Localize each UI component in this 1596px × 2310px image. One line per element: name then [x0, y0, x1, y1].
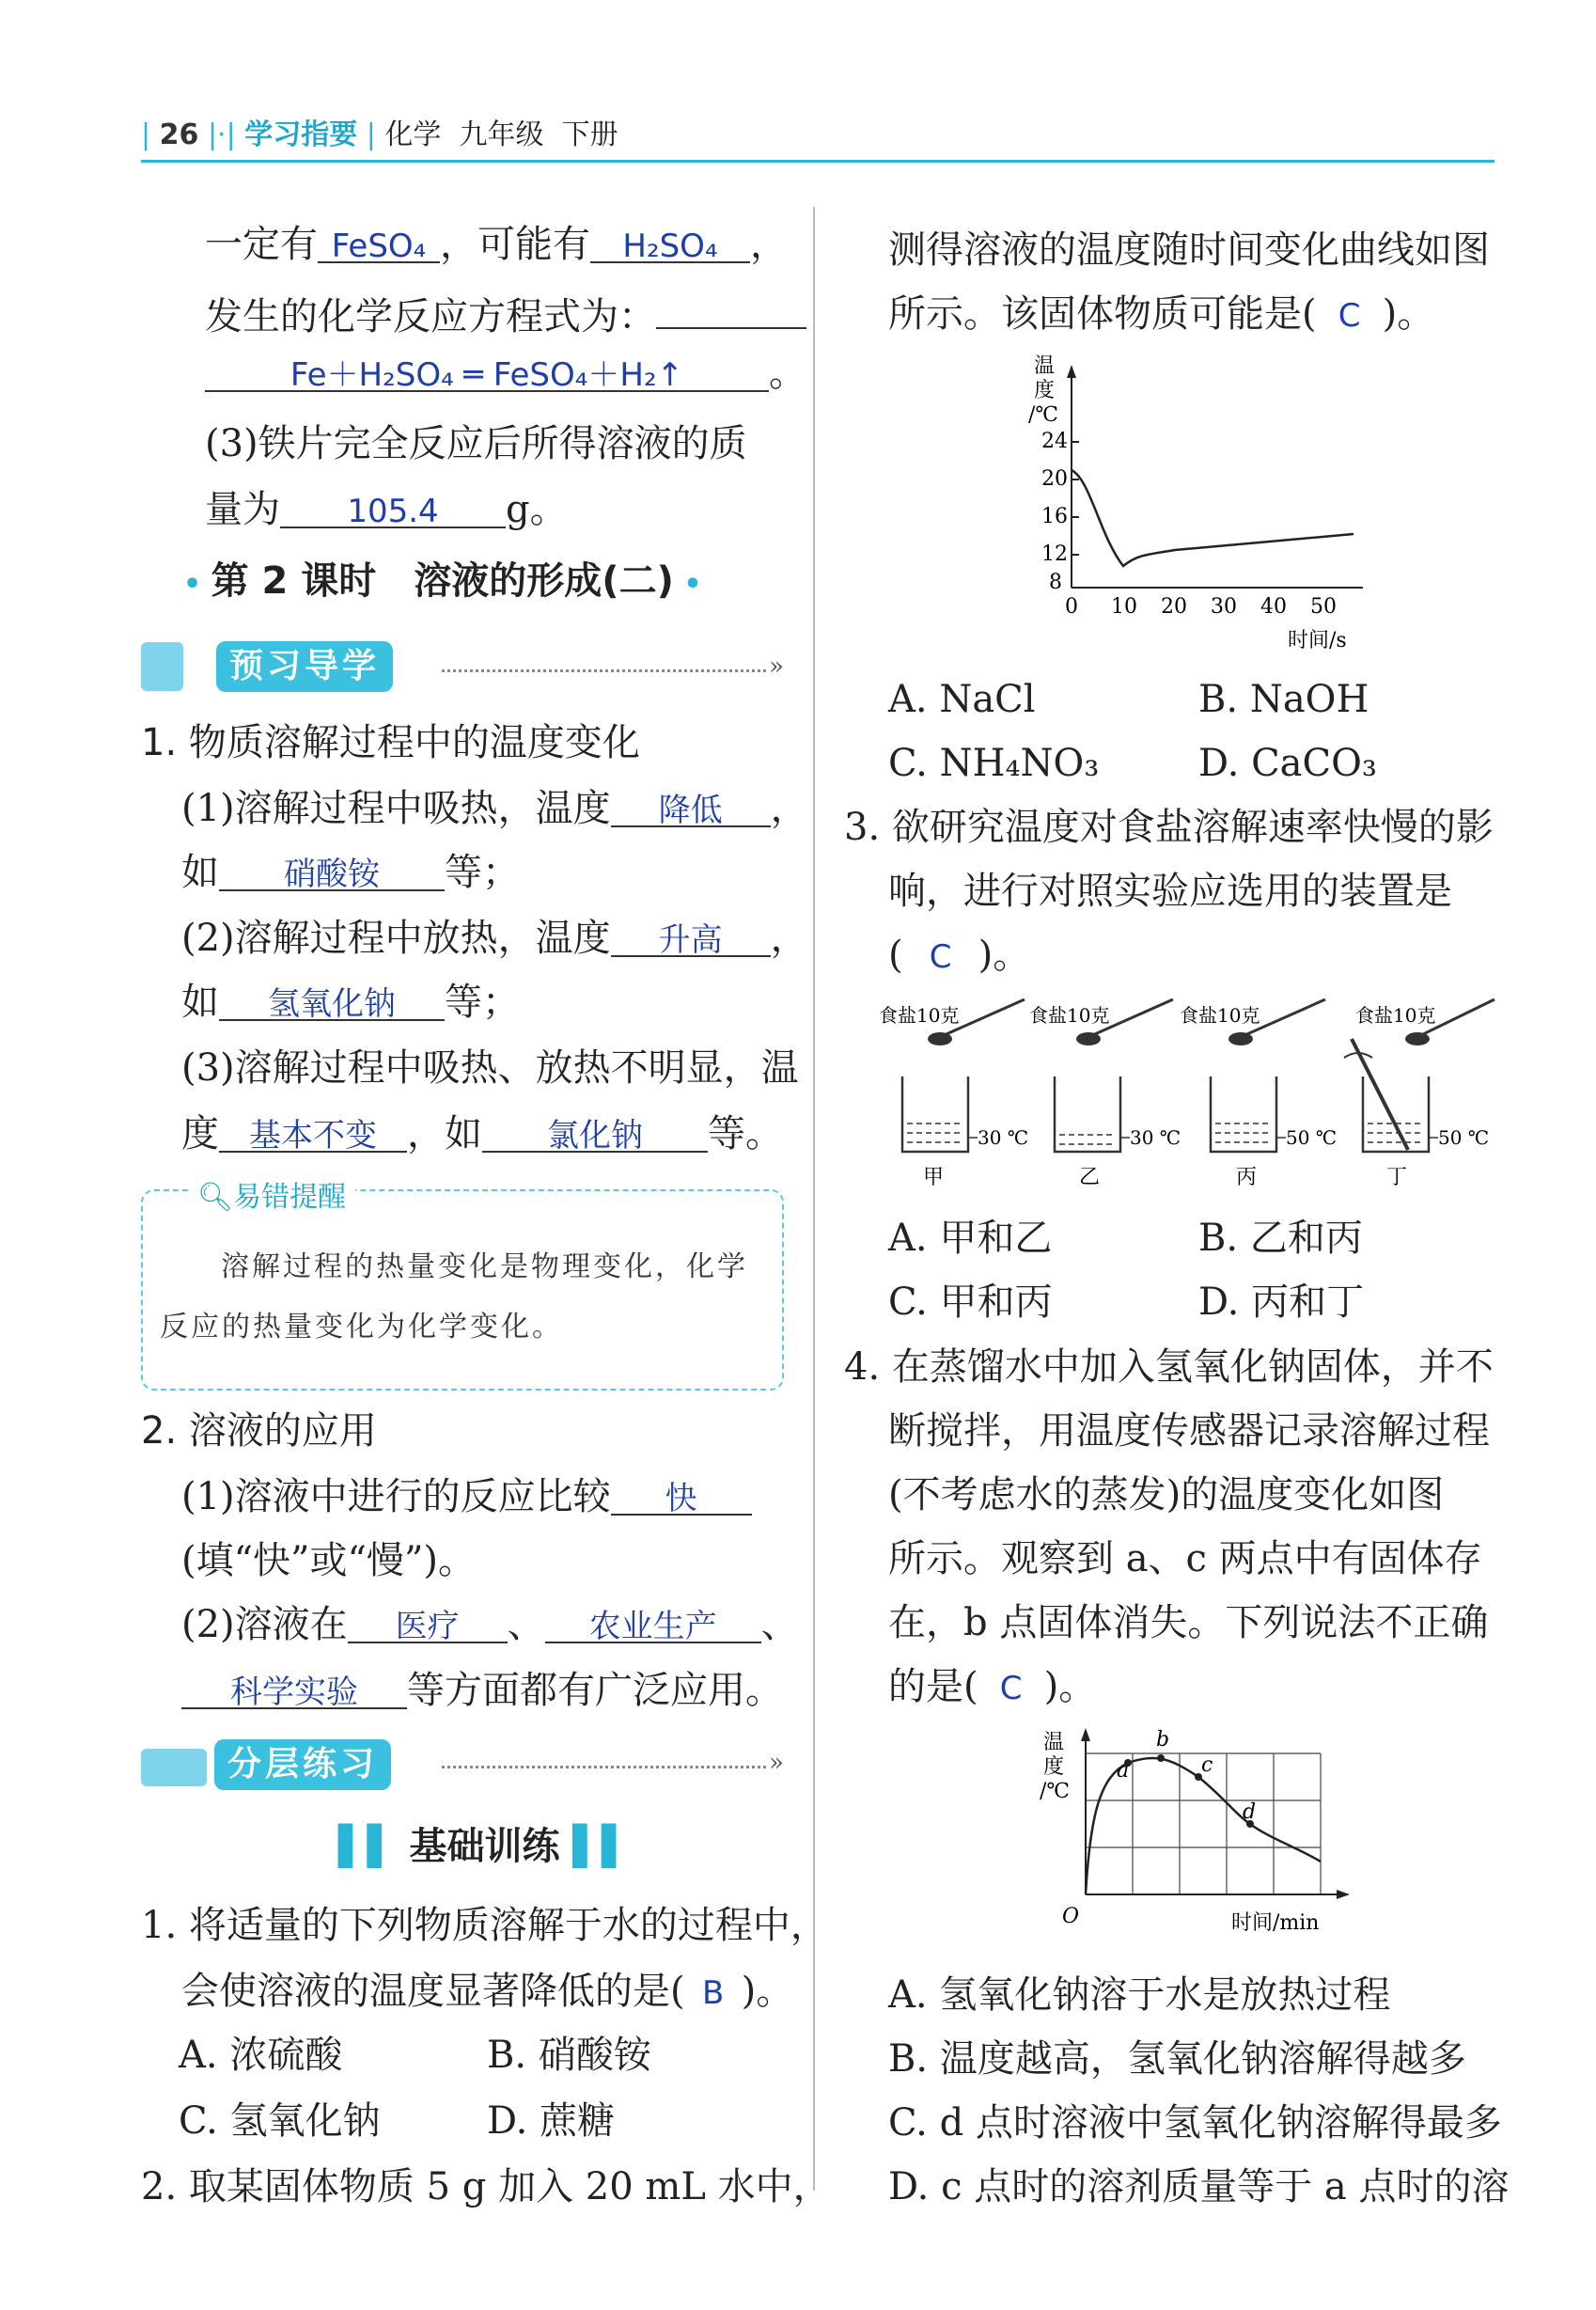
q3-line-1: 3. 欲研究温度对食盐溶解速率快慢的影 [844, 806, 1494, 849]
beaker-3 [1180, 999, 1337, 1189]
q2-option-d: D. CaCO₃ [1198, 742, 1377, 785]
q3-line-3: ( C )。 [888, 934, 1031, 977]
graph1-xtick-20: 20 [1161, 595, 1187, 619]
q4-option-c: C. d 点时溶液中氢氧化钠溶解得最多 [888, 2101, 1502, 2145]
q4-line-4: 所示。观察到 a、c 两点中有固体存 [888, 1537, 1482, 1580]
q2-1-line: (1)溶液中进行的反应比较 快 [181, 1476, 752, 1517]
hint-text-1: 溶解过程的热量变化是物理变化，化学 [221, 1250, 748, 1283]
p1-option-c: C. 氢氧化钠 [179, 2099, 381, 2143]
answer-p1: B [701, 1974, 725, 2012]
q3-line-2: 响，进行对照实验应选用的装置是 [888, 870, 1452, 913]
q1-2-example: 如 氢氧化钠 等； [181, 981, 520, 1024]
graph2-ylabel-2: 度 [1043, 1755, 1065, 1779]
q3-option-a: A. 甲和乙 [888, 1217, 1053, 1260]
q1-2-line: (2)溶解过程中放热，温度 升高 ， [181, 917, 808, 960]
graph1-xtick-10: 10 [1111, 595, 1137, 619]
answer-equation: Fe＋H₂SO₄ ═ FeSO₄＋H₂↑ [289, 356, 684, 394]
graph2-point-d: d [1243, 1800, 1257, 1824]
header-grade: 九年级 [459, 118, 544, 151]
banner-practice: 分层练习 [214, 1739, 391, 1790]
graph1-y-arrow [1067, 365, 1076, 378]
answer-science: 科学实验 [230, 1674, 358, 1711]
graph1-xtick-30: 30 [1211, 595, 1237, 619]
graph1-xtick-0: 0 [1065, 595, 1078, 619]
answer-q2: C [1338, 297, 1361, 335]
p1-option-b: B. 硝酸铵 [487, 2034, 651, 2077]
double-arrow-icon-2: » [769, 1749, 784, 1777]
q4-option-a: A. 氢氧化钠溶于水是放热过程 [888, 1973, 1391, 2017]
answer-unchanged: 基本不变 [249, 1117, 377, 1155]
header-volume: 下册 [561, 118, 618, 151]
left-line-4: (3)铁片完全反应后所得溶液的质 [205, 422, 747, 465]
temperature-graph-2 [1034, 1721, 1372, 1956]
beaker-2 [1029, 999, 1181, 1189]
left-line-2: 发生的化学反应方程式为： [205, 290, 806, 338]
hint-text-2: 反应的热量变化为化学变化。 [160, 1311, 563, 1344]
graph1-ytick-8: 8 [1049, 571, 1062, 594]
graph1-ytick-20: 20 [1041, 467, 1068, 491]
q1-1-example: 如 硝酸铵 等； [181, 851, 520, 894]
q1-title: 1. 物质溶解过程中的温度变化 [141, 721, 640, 764]
lesson-title: • 第 2 课时 溶液的形成(二) • [183, 559, 702, 603]
q4-line-6: 的是( C )。 [888, 1665, 1097, 1708]
beaker-4-temp: 50 ℃ [1438, 1126, 1490, 1149]
answer-fast: 快 [665, 1480, 697, 1517]
left-line-1: 一定有 FeSO₄ ，可能有 H₂SO₄ ， [205, 223, 788, 266]
answer-increase: 升高 [658, 921, 723, 959]
beaker-3-salt: 食盐10克 [1180, 1004, 1260, 1027]
q2-title: 2. 溶液的应用 [141, 1409, 377, 1453]
q3-option-d: D. 丙和丁 [1198, 1281, 1365, 1324]
beaker-2-salt: 食盐10克 [1029, 1004, 1110, 1027]
column-divider [813, 207, 815, 2191]
answer-feso4: FeSO₄ [331, 228, 427, 265]
graph1-ytick-12: 12 [1041, 542, 1068, 566]
p1-option-a: A. 浓硫酸 [179, 2034, 343, 2077]
graph1-ylabel-1: 温 [1034, 354, 1056, 378]
answer-q4: C [999, 1670, 1023, 1707]
r-line-1: 测得溶液的温度随时间变化曲线如图 [888, 228, 1490, 272]
beaker-4 [1344, 999, 1494, 1189]
beaker-1-temp: 30 ℃ [978, 1126, 1029, 1149]
double-arrow-icon: » [769, 652, 784, 681]
notebook-icon [141, 642, 183, 691]
beaker-3-name: 丙 [1236, 1166, 1258, 1189]
books-icon [141, 1749, 207, 1786]
answer-sodium-hydroxide: 氢氧化钠 [268, 985, 396, 1023]
p1-line-2: 会使溶液的温度显著降低的是( B )。 [181, 1970, 794, 2013]
left-line-3: Fe＋H₂SO₄ ═ FeSO₄＋H₂↑ 。 [205, 353, 806, 394]
answer-q3: C [929, 938, 952, 976]
graph2-point-c: c [1201, 1753, 1213, 1777]
p1-line-1: 1. 将适量的下列物质溶解于水的过程中， [141, 1904, 828, 1947]
header-subject: 化学 [384, 118, 442, 151]
beaker-2-temp: 30 ℃ [1130, 1126, 1181, 1149]
q3-option-c: C. 甲和丙 [888, 1281, 1053, 1324]
graph1-curve [1072, 470, 1353, 566]
graph1-ytick-16: 16 [1041, 505, 1068, 528]
beaker-1 [879, 999, 1028, 1189]
page-number: 26 [159, 118, 199, 151]
answer-sodium-chloride: 氯化钠 [547, 1117, 643, 1155]
banner-preview: 预习导学 [216, 641, 393, 692]
answer-agriculture: 农业生产 [588, 1608, 717, 1645]
graph2-xlabel: 时间/min [1231, 1911, 1320, 1935]
answer-h2so4: H₂SO₄ [622, 228, 718, 265]
graph2-point-a: a [1117, 1759, 1130, 1783]
answer-mass: 105.4 [347, 493, 439, 530]
q3-option-b: B. 乙和丙 [1198, 1217, 1363, 1260]
q4-line-5: 在，b 点固体消失。下列说法不正确 [888, 1601, 1489, 1644]
sub-title: ▌▌ 基础训练 ▌▌ [338, 1825, 631, 1868]
banner-dots-2 [442, 1766, 766, 1768]
beaker-4-name: 丁 [1386, 1166, 1408, 1189]
graph1-xlabel: 时间/s [1288, 629, 1347, 652]
left-line-5: 量为 105.4 g。 [205, 488, 568, 531]
beaker-1-salt: 食盐10克 [879, 1004, 960, 1027]
header-bar: | [141, 118, 160, 151]
q2-1-note: (填“快”或“慢”)。 [181, 1539, 477, 1582]
q2-option-b: B. NaOH [1198, 678, 1369, 721]
q1-3-example: 度 基本不变 ，如 氯化钠 等。 [181, 1112, 783, 1155]
header-rule [141, 160, 1494, 163]
q1-1-line: (1)溶解过程中吸热，温度 降低 ， [181, 787, 808, 830]
search-icon: 🔍︎ [197, 1181, 234, 1214]
q4-option-d: D. c 点时的溶剂质量等于 a 点时的溶 [888, 2165, 1510, 2208]
r-line-2: 所示。该固体物质可能是( C )。 [888, 292, 1435, 336]
graph1-ylabel-2: 度 [1034, 379, 1056, 402]
graph2-ylabel-3: /℃ [1040, 1780, 1071, 1803]
p2-line-1: 2. 取某固体物质 5 g 加入 20 mL 水中， [141, 2165, 831, 2208]
q2-2-cont: 科学实验 等方面都有广泛应用。 [181, 1670, 783, 1711]
temperature-graph-1 [1015, 348, 1391, 658]
hint-title: 🔍︎易错提醒 [188, 1173, 355, 1215]
q4-line-2: 断搅拌，用温度传感器记录溶解过程 [888, 1409, 1490, 1453]
graph1-xtick-50: 50 [1310, 595, 1337, 619]
graph1-xtick-40: 40 [1260, 595, 1287, 619]
q4-line-1: 4. 在蒸馏水中加入氢氧化钠固体，并不 [844, 1345, 1494, 1389]
answer-medical: 医疗 [395, 1608, 460, 1645]
graph2-ylabel-1: 温 [1043, 1731, 1065, 1754]
q4-line-3: (不考虑水的蒸发)的温度变化如图 [888, 1473, 1445, 1516]
q2-option-a: A. NaCl [888, 678, 1036, 721]
banner-dots [442, 669, 766, 672]
beaker-1-name: 甲 [923, 1166, 945, 1189]
p1-option-d: D. 蔗糖 [487, 2099, 616, 2143]
q2-2-line: (2)溶液在 医疗 、 农业生产 、 [181, 1603, 799, 1646]
brand-name: 学习指要 [244, 118, 358, 151]
q4-option-b: B. 温度越高，氢氧化钠溶解得越多 [888, 2037, 1466, 2081]
page-header: | 26 |·| 学习指要 | 化学 九年级 下册 [141, 118, 618, 151]
beaker-4-salt: 食盐10克 [1355, 1004, 1436, 1027]
q2-option-c: C. NH₄NO₃ [888, 742, 1100, 785]
answer-decrease: 降低 [658, 792, 723, 829]
beaker-2-name: 乙 [1079, 1166, 1101, 1189]
beaker-3-temp: 50 ℃ [1286, 1126, 1338, 1149]
beakers-diagram [874, 992, 1513, 1208]
graph1-ylabel-3: /℃ [1028, 403, 1059, 427]
graph1-ytick-24: 24 [1041, 430, 1068, 453]
graph2-point-b: b [1156, 1728, 1170, 1752]
answer-ammonium-nitrate: 硝酸铵 [284, 856, 380, 893]
graph2-origin: O [1062, 1905, 1080, 1928]
q1-3-line: (3)溶解过程中吸热、放热不明显，温 [181, 1046, 799, 1090]
